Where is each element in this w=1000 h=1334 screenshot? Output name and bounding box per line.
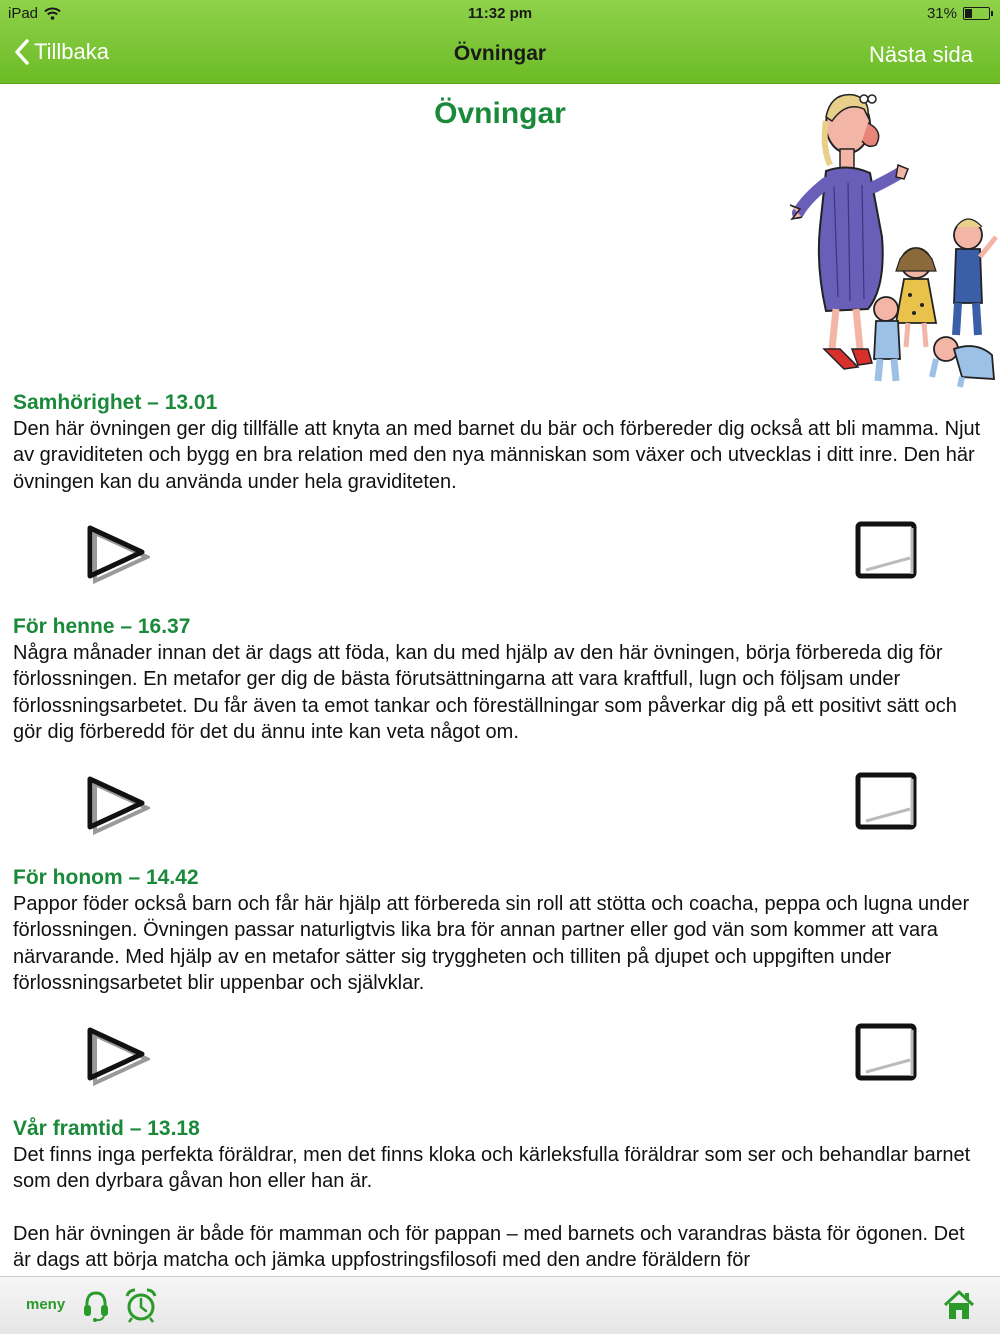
device-label: iPad <box>8 5 39 22</box>
mother-children-illustration <box>786 87 1000 392</box>
exercise-description: Pappor föder också barn och får här hjälp att förbereda sin roll att stötta och coacha, peppa och lugna under förlossningen. Övningen passar naturligtvis lika bra för annan partner eller god vän som kommer att vara närvarande. Med hjälp av en metafor sätter sig tryggheten och tilliten på djupet och uppgiften under förlossningsarbetet blir uppenbar och självklar. <box>13 893 970 994</box>
exercise-section <box>13 614 988 745</box>
stop-button[interactable] <box>852 769 920 833</box>
exercise-heading: För henne – 16.37 <box>13 615 191 638</box>
exercise-heading: Vår framtid – 13.18 <box>13 1117 200 1140</box>
status-time: 11:32 pm <box>467 5 533 22</box>
content-area[interactable] <box>0 85 1000 1275</box>
battery-percent: 31% <box>926 5 957 22</box>
battery-fill <box>965 9 972 18</box>
exercise-description: Det finns inga perfekta föräldrar, men det finns kloka och kärleksfulla föräldrar som ser och behandlar barnet som den dyrbara gåvan hon eller han är. <box>13 1144 971 1193</box>
play-button[interactable] <box>84 522 150 584</box>
battery-icon <box>963 7 990 20</box>
exercise-section <box>13 390 988 495</box>
exercise-heading: Samhörighet – 13.01 <box>13 391 218 414</box>
page-title: Övningar <box>434 97 566 130</box>
home-icon[interactable] <box>943 1289 975 1321</box>
back-button[interactable] <box>14 38 109 66</box>
back-button-label: Tillbaka <box>34 39 109 64</box>
menu-button[interactable]: meny <box>26 1296 66 1313</box>
exercise-section <box>13 1116 988 1273</box>
status-right <box>927 5 990 22</box>
stop-button[interactable] <box>852 518 920 582</box>
nav-title: Övningar <box>453 42 547 65</box>
exercise-description: Några månader innan det är dags att föda, kan du med hjälp av den här övningen, börja förbereda dig för förlossningen. En metafor ger dig de bästa förutsättningarna att vara kraftfull, lugn och följsam under förlossningsarbetet. Du får även ta emot tankar och föreställningar som påverkar dig på ett positivt sätt och gör dig förberedd för det du ännu inte kan veta något om. <box>13 642 957 743</box>
chevron-left-icon <box>14 38 30 66</box>
bottom-toolbar <box>0 1276 1000 1334</box>
play-button[interactable] <box>84 773 150 835</box>
exercise-description: Den här övningen är både för mamman och för pappan – med barnets och varandras bästa för ögonen. Det är dags att börja matcha och jämka uppfostringsfilosofi med den andre föräldern för <box>13 1222 965 1271</box>
headset-icon[interactable] <box>82 1289 110 1323</box>
status-bar <box>0 0 1000 28</box>
stop-button[interactable] <box>852 1020 920 1084</box>
header <box>0 0 1000 84</box>
play-button[interactable] <box>84 1024 150 1086</box>
next-page-button[interactable]: Nästa sida <box>869 42 973 67</box>
exercise-section <box>13 865 988 996</box>
exercise-heading: För honom – 14.42 <box>13 866 199 889</box>
alarm-clock-icon[interactable] <box>124 1287 158 1323</box>
exercise-description: Den här övningen ger dig tillfälle att knyta an med barnet du bär och förbereder dig också att bli mamma. Njut av graviditeten och bygg en bra relation med den nya människan som växer och utvecklas i ditt inre. Den här övningen kan du använda under hela graviditeten. <box>13 418 981 493</box>
